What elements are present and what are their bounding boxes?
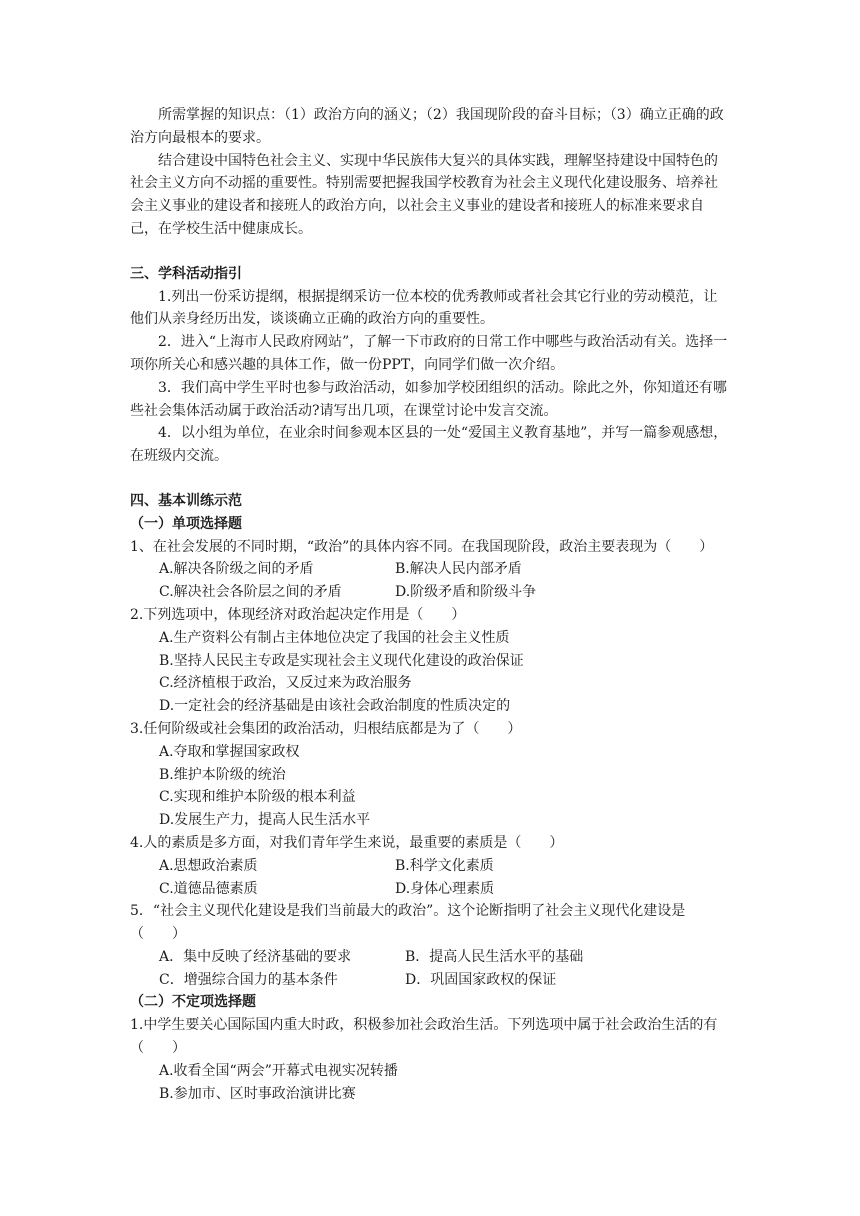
intro-paragraph-2: 结合建设中国特色社会主义、实现中华民族伟大复兴的具体实践，理解坚持建设中国特色的社会主义方向不动摇的重要性。特别需要把握我国学校教育为社会主义现代化建设服务、培养社会主义事业的建设者和接班人的政治方向，以社会主义事业的建设者和接班人的标准来要求自己，在学校生活中健康成长。 bbox=[130, 152, 718, 237]
multiple-choice-heading: （二）不定项选择题 bbox=[130, 994, 256, 1011]
activity-item-2: 2．进入“上海市人民政府网站”，了解一下市政府的日常工作中哪些与政治活动有关。选择一项你所关心和感兴趣的具体工作，做一份PPT，向同学们做一次介绍。 bbox=[130, 334, 728, 373]
option-d: D.发展生产力，提高人民生活水平 bbox=[159, 812, 371, 829]
question-1-stem: 1、在社会发展的不同时期，“政治”的具体内容不同。在我国现阶段，政治主要表现为（ ） bbox=[130, 538, 714, 555]
option-d: D.身体心理素质 bbox=[395, 880, 495, 897]
question-1-options-row-2 bbox=[130, 581, 730, 604]
document-body bbox=[130, 104, 730, 1105]
option-a: A.思想政治素质 bbox=[159, 857, 258, 874]
option-a: A．集中反映了经济基础的要求 bbox=[159, 948, 352, 965]
activity-item-1: 1.列出一份采访提纲，根据提纲采访一位本校的优秀教师或者社会其它行业的劳动模范，让他们从亲身经历出发，谈谈确立正确的政治方向的重要性。 bbox=[130, 288, 718, 328]
intro-paragraph-1: 所需掌握的知识点：（1）政治方向的涵义；（2）我国现阶段的奋斗目标；（3）确立正确的政治方向最根本的要求。 bbox=[130, 107, 724, 146]
activity-item-3: 3．我们高中学生平时也参与政治活动，如参加学校团组织的活动。除此之外，你知道还有哪些社会集体活动属于政治活动?请写出几项，在课堂讨论中发言交流。 bbox=[130, 379, 727, 419]
option-c: C.经济植根于政治，又反过来为政治服务 bbox=[159, 675, 412, 692]
option-b: B.解决人民内部矛盾 bbox=[395, 561, 522, 578]
option-d: D.阶级矛盾和阶级斗争 bbox=[395, 584, 537, 601]
question-3-stem: 3.任何阶级或社会集团的政治活动，归根结底都是为了（ ） bbox=[130, 720, 522, 737]
activity-item-4: 4．以小组为单位，在业余时间参观本区县的一处“爱国主义教育基地”，并写一篇参观感想，在班级内交流。 bbox=[130, 425, 728, 465]
option-b: B.坚持人民民主专政是实现社会主义现代化建设的政治保证 bbox=[159, 652, 524, 669]
question-5-options-row-1 bbox=[130, 946, 730, 969]
section-3-heading: 三、学科活动指引 bbox=[130, 265, 242, 282]
option-c: C.实现和维护本阶级的根本利益 bbox=[159, 789, 356, 806]
option-a: A.解决各阶级之间的矛盾 bbox=[159, 561, 314, 578]
option-c: C．增强综合国力的基本条件 bbox=[159, 971, 338, 988]
question-4-options-row-2 bbox=[130, 878, 730, 901]
question-1-options-row-1 bbox=[130, 558, 730, 581]
option-b: B.参加市、区时事政治演讲比赛 bbox=[159, 1085, 356, 1102]
multi-question-1-stem: 1.中学生要关心国际国内重大时政，积极参加社会政治生活。下列选项中属于社会政治生活的有（ ） bbox=[130, 1017, 718, 1057]
question-4-options-row-1 bbox=[130, 855, 730, 878]
option-a: A.生产资料公有制占主体地位决定了我国的社会主义性质 bbox=[159, 629, 510, 646]
option-b: B.科学文化素质 bbox=[395, 857, 494, 874]
question-4-stem: 4.人的素质是多方面，对我们青年学生来说，最重要的素质是（ ） bbox=[130, 834, 564, 851]
question-2-stem: 2.下列选项中，体现经济对政治起决定作用是（ ） bbox=[130, 606, 466, 623]
option-b: B．提高人民生活水平的基础 bbox=[405, 948, 584, 965]
option-c: C.道德品德素质 bbox=[159, 880, 258, 897]
question-5-options-row-2 bbox=[130, 969, 730, 992]
single-choice-heading: （一）单项选择题 bbox=[130, 515, 242, 532]
question-5-stem: 5．“社会主义现代化建设是我们当前最大的政治”。这个论断指明了社会主义现代化建设是（ ） bbox=[130, 903, 686, 943]
option-a: A.夺取和掌握国家政权 bbox=[159, 743, 300, 760]
option-a: A.收看全国“两会”开幕式电视实况转播 bbox=[159, 1062, 398, 1079]
section-4-heading: 四、基本训练示范 bbox=[130, 492, 242, 509]
option-d: D．巩固国家政权的保证 bbox=[405, 971, 557, 988]
option-d: D.一定社会的经济基础是由该社会政治制度的性质决定的 bbox=[159, 698, 511, 715]
option-c: C.解决社会各阶层之间的矛盾 bbox=[159, 584, 342, 601]
option-b: B.维护本阶级的统治 bbox=[159, 766, 286, 783]
